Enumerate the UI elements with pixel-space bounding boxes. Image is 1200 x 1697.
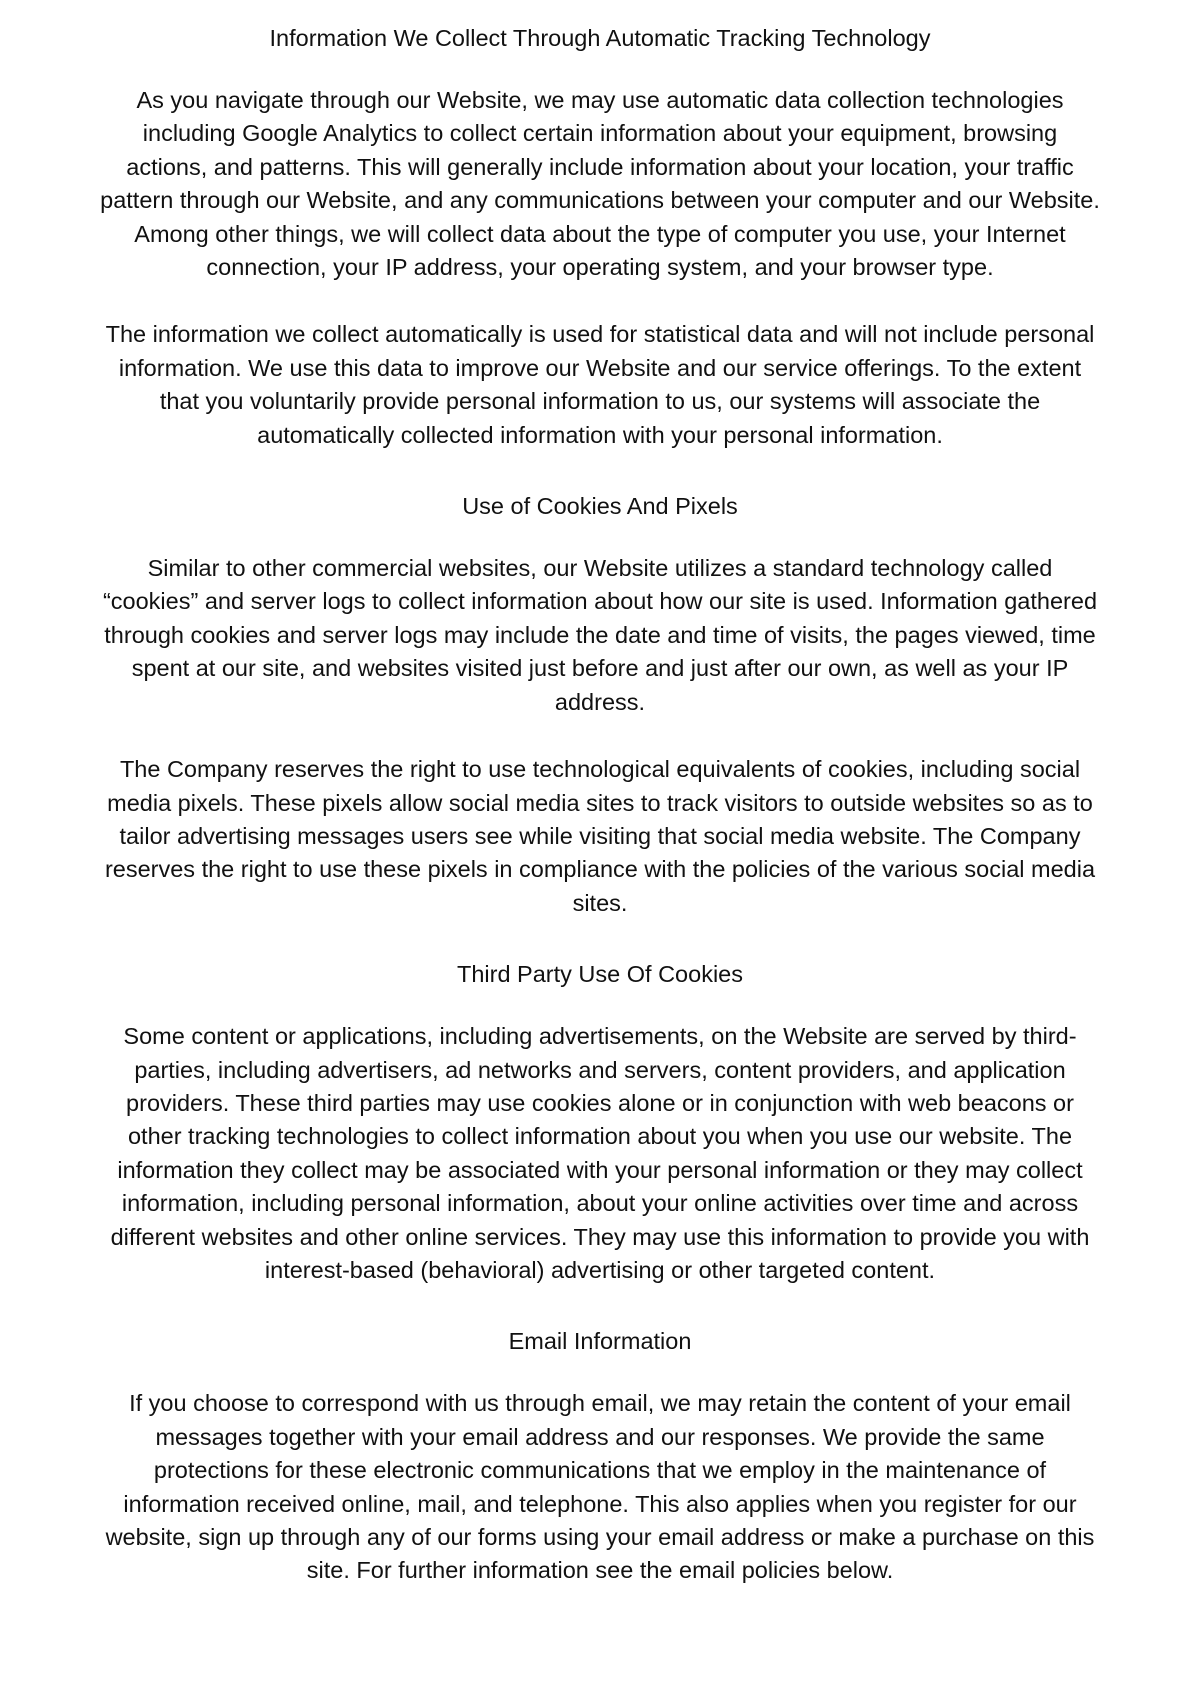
spacer — [100, 284, 1100, 318]
paragraph-email-correspondence: If you choose to correspond with us through email, we may retain the content of your email messages together with your email address and our responses. We provide the same protections for these electronic communications that we employ in the maintenance of information received online, mail, and telephone. This also applies when you register for our website, sign up through any of our forms using your email address or make a purchase on this site. For further information see the email policies below. — [105, 1390, 1095, 1584]
paragraph-social-media-pixels: The Company reserves the right to use technological equivalents of cookies, including social media pixels. These pixels allow social media sites to track visitors to outside websites so as to tailor advertising messages users see while visiting that social media website. The Company reserves the right to use these pixels in compliance with the policies of the various social media sites. — [104, 756, 1096, 916]
paragraph-automatic-collection: As you navigate through our Website, we may use automatic data collection technologies including Google Analytics to collect certain information about your equipment, browsing actions, and patterns. This will generally include information about your location, your traffic pattern through our Website, and any communications between your computer and our Website. Among other things, we will collect data about the type of computer you use, your Internet connection, your IP address, your operating system, and your browser type. — [100, 87, 1100, 281]
section-heading-email-information: Email Information — [508, 1328, 692, 1355]
spacer — [100, 1361, 1100, 1387]
section-heading-cookies-pixels: Use of Cookies And Pixels — [462, 493, 738, 520]
spacer — [100, 58, 1100, 84]
spacer — [100, 526, 1100, 552]
paragraph-third-party-content: Some content or applications, including advertisements, on the Website are served by third-parties, including advertisers, ad networks and servers, content providers, and application providers. These third parties may use cookies alone or in conjunction with web beacons or other tracking technologies to collect information about you when you use our website. The information they collect may be associated with your personal information or they may collect information, including personal information, about your online activities over time and across different websites and other online services. They may use this information to provide you with interest-based (behavioral) advertising or other targeted content. — [110, 1023, 1090, 1283]
spacer — [100, 994, 1100, 1020]
section-heading-third-party-cookies: Third Party Use Of Cookies — [456, 961, 743, 988]
spacer — [100, 452, 1100, 486]
spacer — [100, 719, 1100, 753]
spacer — [100, 1287, 1100, 1321]
paragraph-cookies-server-logs: Similar to other commercial websites, our Website utilizes a standard technology called “cookies” and server logs to collect information about how our site is used. Information gathered through cookies and server logs may include the date and time of visits, the pages viewed, time spent at our site, and websites visited just before and just after our own, as well as your IP address. — [102, 555, 1098, 715]
policy-document — [100, 18, 1100, 1588]
paragraph-statistical-data: The information we collect automatically is used for statistical data and will not include personal information. We use this data to improve our Website and our service offerings. To the extent that you voluntarily provide personal information to us, our systems will associate the automatically collected information with your personal information. — [105, 321, 1095, 448]
spacer — [100, 920, 1100, 954]
section-heading-automatic-tracking: Information We Collect Through Automatic Tracking Technology — [269, 25, 931, 51]
